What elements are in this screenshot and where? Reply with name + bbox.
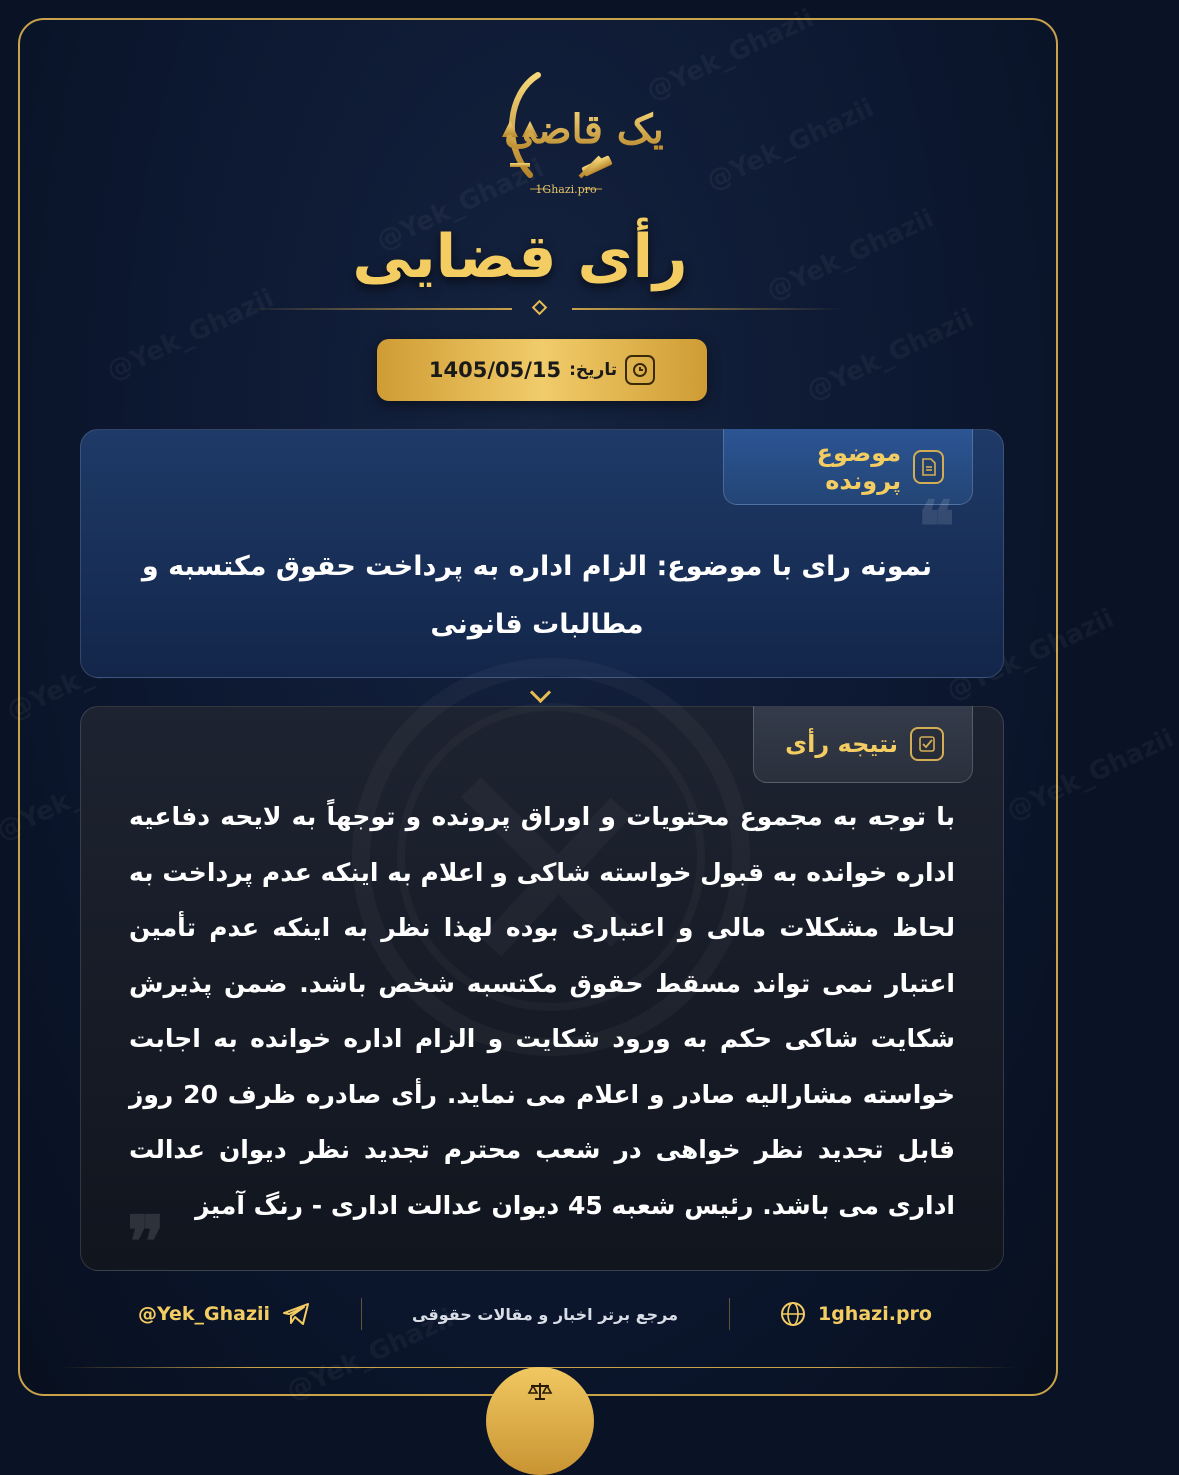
case-subject-card: [80, 429, 1004, 678]
footer-divider: [361, 1298, 362, 1330]
watermark: [802, 303, 978, 407]
telegram-icon: [282, 1302, 310, 1326]
case-subject-text: نمونه رای با موضوع: الزام اداره به پرداخت حقوق مکتسبه و مطالبات قانونی: [141, 551, 933, 640]
verdict-label: نتیجه رأی: [785, 730, 898, 758]
checkbox-icon: [910, 727, 944, 761]
scales-icon: [528, 1381, 552, 1401]
date-value: 1405/05/15: [428, 358, 562, 382]
verdict-card: [80, 706, 1004, 1283]
logo-text: یک قاضی: [504, 106, 664, 153]
watermark: [102, 283, 278, 387]
poster-frame: [18, 18, 1058, 1396]
watermark: [1002, 723, 1178, 827]
website-url: 1ghazi.pro: [817, 1303, 932, 1325]
scales-badge: [486, 1367, 594, 1475]
telegram-handle-link[interactable]: [138, 1302, 310, 1326]
website-link[interactable]: [780, 1301, 932, 1327]
title-divider-left: [242, 308, 512, 310]
logo-domain: 1Ghazi.pro: [535, 183, 597, 196]
date-badge: [377, 339, 707, 401]
date-label: تاریخ:: [569, 360, 618, 380]
page-title: رأی قضایی: [352, 222, 688, 292]
case-subject-label: موضوع پرونده: [816, 438, 902, 495]
globe-icon: [780, 1301, 806, 1327]
footer-divider: [729, 1298, 730, 1330]
verdict-tab: [753, 706, 973, 783]
title-divider-right: [572, 308, 842, 310]
watermark: [702, 93, 878, 197]
telegram-handle: @Yek_Ghazii: [138, 1303, 271, 1325]
footer-tagline: مرجع برتر اخبار و مقالات حقوقی: [412, 1304, 679, 1324]
diamond-ornament-icon: [532, 300, 548, 316]
brand-logo: [490, 65, 664, 200]
quote-open-icon: ❝: [917, 485, 955, 568]
quote-close-icon: ❞: [127, 1200, 165, 1283]
verdict-text: با توجه به مجموع محتویات و اوراق پرونده و توجهاً به لایحه دفاعیه اداره خوانده به قبول خواسته شاکی و اعلام به اینکه عدم پرداخت به لحاظ مشکلات مالی و اعتباری بوده لهذا نظر به اینکه عدم تأمین اعتبار نمی تواند مسقط حقوق مکتسبه شخص باشد. ضمن پذیرش شکایت شاکی حکم به ورود شکایت و الزام اداره خوانده به اجابت خواسته مشارالیه صادر و اعلام می نماید. رأی صادره ظرف 20 روز قابل تجدید نظر خواهی در شعب محترم تجدید نظر دیوان عدالت اداری می باشد. رئیس شعبه 45 دیوان عدالت اداری - رنگ آمیز: [129, 802, 955, 1220]
document-icon: [913, 450, 944, 484]
footer: [80, 1294, 1004, 1334]
clock-icon: [625, 355, 655, 385]
watermark: [642, 3, 818, 107]
